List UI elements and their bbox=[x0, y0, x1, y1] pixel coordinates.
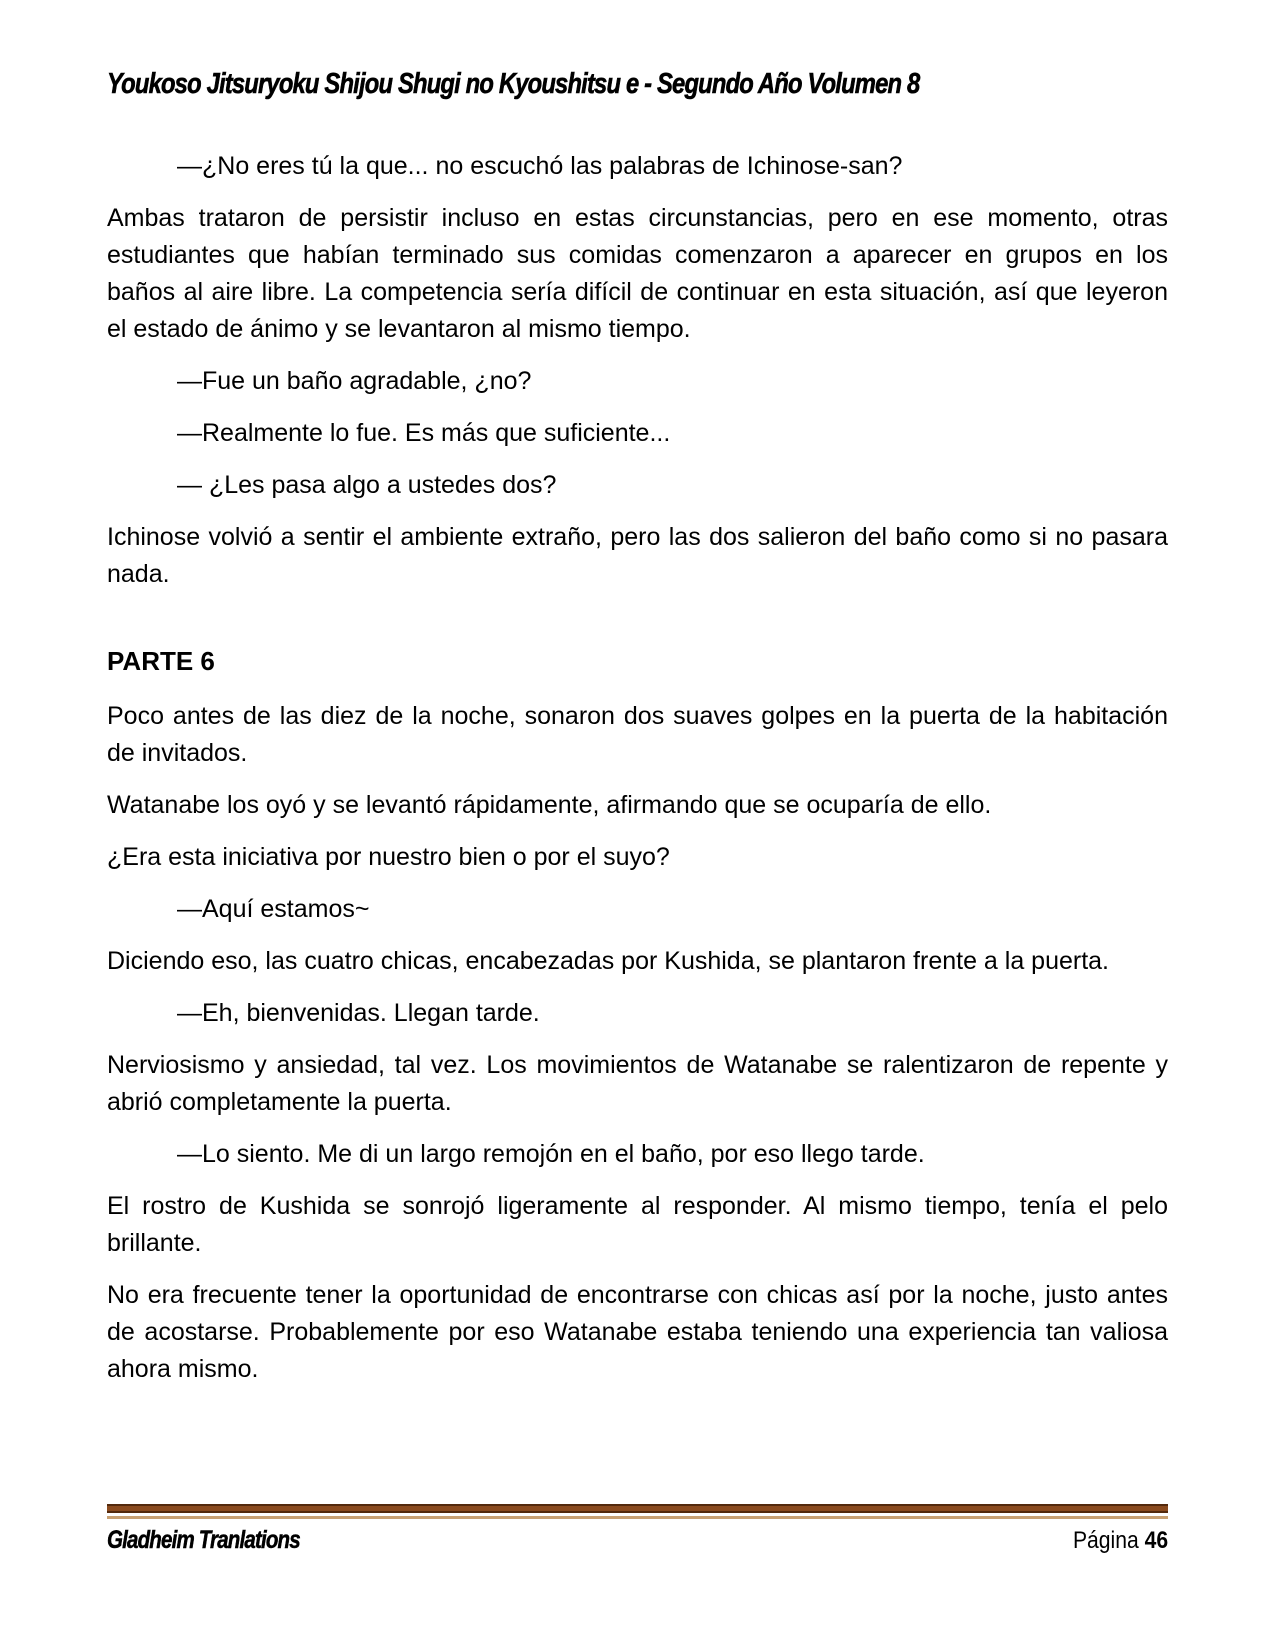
footer-row bbox=[107, 1526, 1168, 1555]
section-heading: PARTE 6 bbox=[107, 646, 215, 676]
page-footer bbox=[107, 1504, 1168, 1555]
paragraph: Poco antes de las diez de la noche, sonaron dos suaves golpes en la puerta de la habitación de invitados. bbox=[107, 702, 1168, 767]
dialogue-line: —Aquí estamos~ bbox=[177, 895, 370, 923]
dialogue-line: —Realmente lo fue. Es más que suficiente... bbox=[177, 419, 671, 447]
dialogue-line: —Fue un baño agradable, ¿no? bbox=[177, 367, 532, 395]
page-number-value: 46 bbox=[1144, 1527, 1168, 1554]
footer-rule-thin bbox=[107, 1516, 1168, 1519]
translator-credit: Gladheim Tranlations bbox=[107, 1526, 300, 1554]
dialogue-line: — ¿Les pasa algo a ustedes dos? bbox=[177, 471, 557, 499]
page-number bbox=[1073, 1527, 1168, 1555]
dialogue-line: —¿No eres tú la que... no escuchó las palabras de Ichinose-san? bbox=[177, 152, 903, 180]
paragraph: Diciendo eso, las cuatro chicas, encabezadas por Kushida, se plantaron frente a la puerta. bbox=[107, 947, 1110, 975]
paragraph: ¿Era esta iniciativa por nuestro bien o por el suyo? bbox=[107, 843, 670, 871]
document-body bbox=[107, 148, 1168, 1403]
footer-rule bbox=[107, 1504, 1168, 1519]
page-number-label: Página bbox=[1072, 1527, 1139, 1554]
footer-rule-thick bbox=[107, 1504, 1168, 1513]
page-header bbox=[107, 68, 1168, 101]
paragraph: Ambas trataron de persistir incluso en estas circunstancias, pero en ese momento, otras estudiantes que habían terminado sus comidas comenzaron a aparecer en grupos en los baños al aire libre. La competencia sería difícil de continuar en esta situación, así que leyeron el estado de ánimo y se levantaron al mismo tiempo. bbox=[107, 204, 1168, 343]
paragraph: El rostro de Kushida se sonrojó ligeramente al responder. Al mismo tiempo, tenía el pelo brillante. bbox=[107, 1192, 1168, 1257]
paragraph: Ichinose volvió a sentir el ambiente extraño, pero las dos salieron del baño como si no pasara nada. bbox=[107, 523, 1168, 588]
document-title: Youkoso Jitsuryoku Shijou Shugi no Kyoushitsu e - Segundo Año Volumen 8 bbox=[107, 68, 920, 100]
dialogue-line: —Eh, bienvenidas. Llegan tarde. bbox=[177, 999, 540, 1027]
dialogue-line: —Lo siento. Me di un largo remojón en el baño, por eso llego tarde. bbox=[177, 1140, 925, 1168]
paragraph: No era frecuente tener la oportunidad de encontrarse con chicas así por la noche, justo antes de acostarse. Probablemente por eso Watanabe estaba teniendo una experiencia tan valiosa ahora mismo. bbox=[107, 1281, 1168, 1383]
paragraph: Watanabe los oyó y se levantó rápidamente, afirmando que se ocuparía de ello. bbox=[107, 791, 992, 819]
paragraph: Nerviosismo y ansiedad, tal vez. Los movimientos de Watanabe se ralentizaron de repente y abrió completamente la puerta. bbox=[107, 1051, 1168, 1116]
